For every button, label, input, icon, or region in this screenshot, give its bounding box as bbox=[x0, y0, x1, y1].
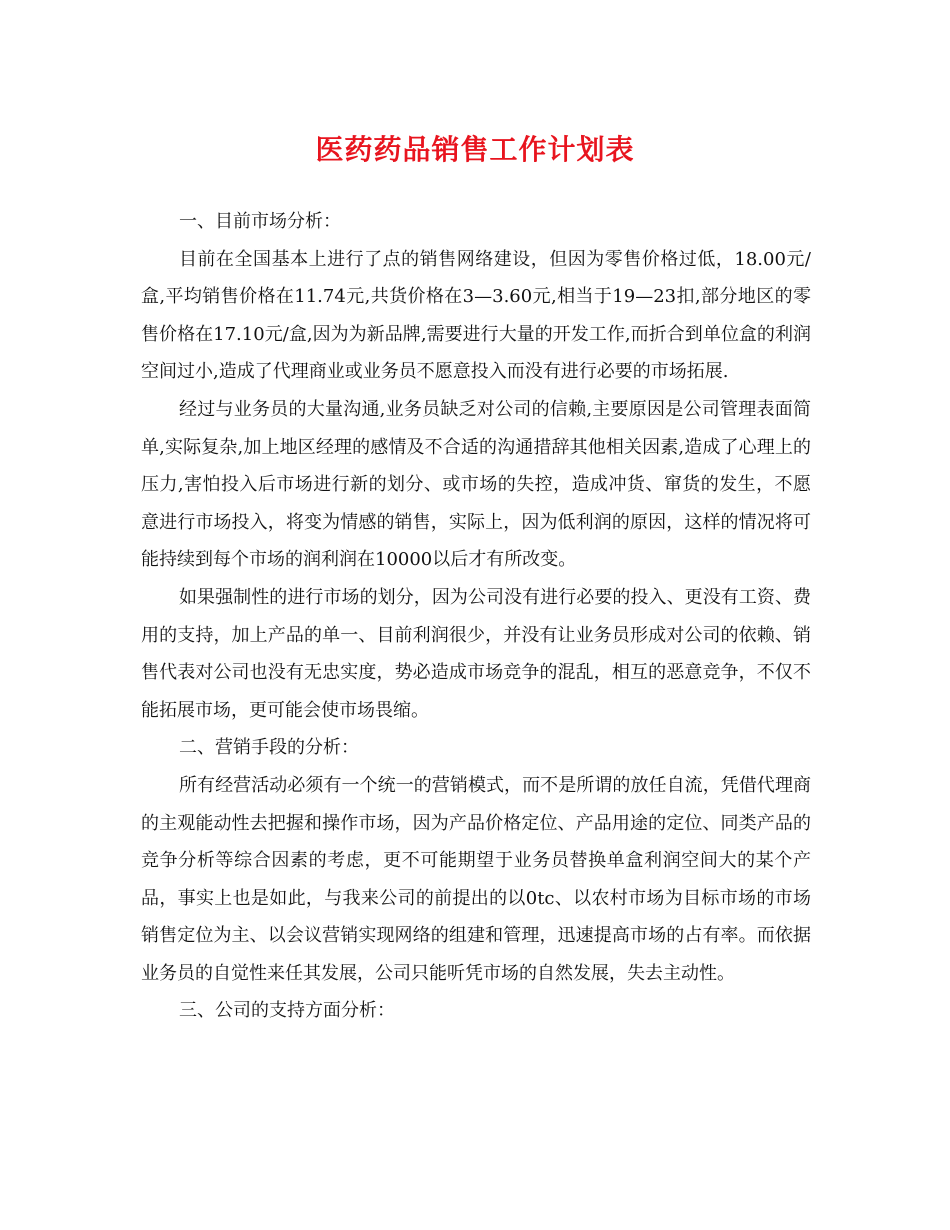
section-heading-market-analysis: 一、目前市场分析： bbox=[179, 211, 341, 232]
body-paragraph: 如果强制性的进行市场的划分，因为公司没有进行必要的投入、更没有工资、费用的支持，加上产品的单一、目前利润很少，并没有让业务员形成对公司的依赖、销售代表对公司也没有无忠实度，势必造成市场竞争的混乱，相互的恶意竞争，不仅不能拓展市场，更可能会使市场畏缩。 bbox=[141, 586, 811, 721]
body-paragraph: 目前在全国基本上进行了点的销售网络建设，但因为零售价格过低，18.00元/盒,平均销售价格在11.74元,共货价格在3—3.60元,相当于19—23扣,部分地区的零售价格在17.10元/盒,因为为新品牌,需要进行大量的开发工作,而折合到单位盒的利润空间过小,造成了代理商业或业务员不愿意投入而没有进行必要的市场拓展. bbox=[141, 248, 811, 383]
body-paragraph: 所有经营活动必须有一个统一的营销模式，而不是所谓的放任自流，凭借代理商的主观能动性去把握和操作市场，因为产品价格定位、产品用途的定位、同类产品的竞争分析等综合因素的考虑，更不可能期望于业务员替换单盒利润空间大的某个产品，事实上也是如此，与我来公司的前提出的以0tc、以农村市场为目标市场的市场销售定位为主、以会议营销实现网络的组建和管理，迅速提高市场的占有率。而依据业务员的自觉性来任其发展，公司只能听凭市场的自然发展，失去主动性。 bbox=[141, 774, 811, 984]
body-paragraph: 经过与业务员的大量沟通,业务员缺乏对公司的信赖,主要原因是公司管理表面简单,实际复杂,加上地区经理的感情及不合适的沟通措辞其他相关因素,造成了心理上的压力,害怕投入后市场进行新的划分、或市场的失控，造成冲货、窜货的发生，不愿意进行市场投入，将变为情感的销售，实际上，因为低利润的原因，这样的情况将可能持续到每个市场的润利润在10000以后才有所改变。 bbox=[141, 398, 811, 571]
document-body bbox=[141, 203, 811, 1030]
document-title: 医药药品销售工作计划表 bbox=[315, 133, 635, 166]
section-heading-marketing-means: 二、营销手段的分析： bbox=[179, 737, 359, 759]
section-heading-company-support: 三、公司的支持方面分析： bbox=[179, 1000, 395, 1022]
